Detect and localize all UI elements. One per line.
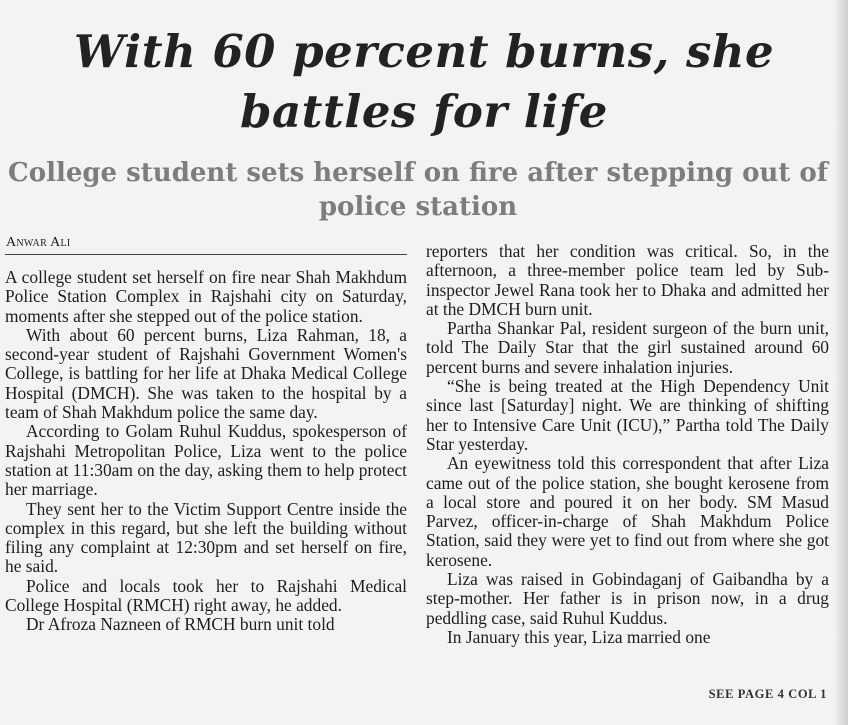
paragraph: “She is being treated at the High Dependency Unit since last [Saturday] night. We are thinking of shifting her to Intensive Care Unit (ICU),” Partha told The Daily Star yesterday. <box>426 376 829 454</box>
article-column-1 <box>5 268 407 635</box>
paragraph: In January this year, Liza married one <box>447 626 711 647</box>
paragraph: Partha Shankar Pal, resident surgeon of the burn unit, told The Daily Star that the girl sustained around 60 percent burns and severe inhalation injuries. <box>426 318 829 377</box>
subheadline: College student sets herself on fire after stepping out of police station <box>8 158 828 222</box>
paragraph: reporters that her condition was critical. So, in the afternoon, a three-member police team led by Sub-inspector Jewel Rana took her to Dhaka and admitted her at the DMCH burn unit. <box>426 241 829 319</box>
paragraph: A college student set herself on fire near Shah Makhdum Police Station Complex in Rajshahi city on Saturday, moments after she stepped out of the police station. <box>5 267 407 326</box>
paragraph: An eyewitness told this correspondent that after Liza came out of the police station, she bought kerosene from a local store and poured it on her body. SM Masud Parvez, officer-in-charge of Shah Makhdum Police Station, said they were yet to find out from where she got kerosene. <box>426 453 829 570</box>
paragraph: They sent her to the Victim Support Centre inside the complex in this regard, but she left the building without filing any complaint at 12:30pm and set herself on fire, he said. <box>5 498 407 577</box>
paragraph: Dr Afroza Nazneen of RMCH burn unit told <box>26 614 335 635</box>
byline: Anwar Ali <box>6 235 71 250</box>
paragraph: According to Golam Ruhul Kuddus, spokesperson of Rajshahi Metropolitan Police, Liza went to the police station at 11:30am on the day, asking them to help protect her marriage. <box>5 421 407 500</box>
paragraph: Police and locals took her to Rajshahi Medical College Hospital (RMCH) right away, he added. <box>5 575 407 616</box>
article-column-2 <box>426 242 829 647</box>
paragraph: Liza was raised in Gobindaganj of Gaibandha by a step-mother. Her father is in prison now, in a drug peddling case, said Ruhul Kuddus. <box>426 569 829 628</box>
byline-rule <box>5 254 407 255</box>
continuation-note[interactable]: SEE PAGE 4 COL 1 <box>708 687 827 701</box>
headline: With 60 percent burns, she battles for life <box>73 25 775 138</box>
paragraph: With about 60 percent burns, Liza Rahman, 18, a second-year student of Rajshahi Government Women's College, is battling for her life at Dhaka Medical College Hospital (DMCH). She was taken to the hospital by a team of Shah Makhdum police the same day. <box>5 324 407 423</box>
